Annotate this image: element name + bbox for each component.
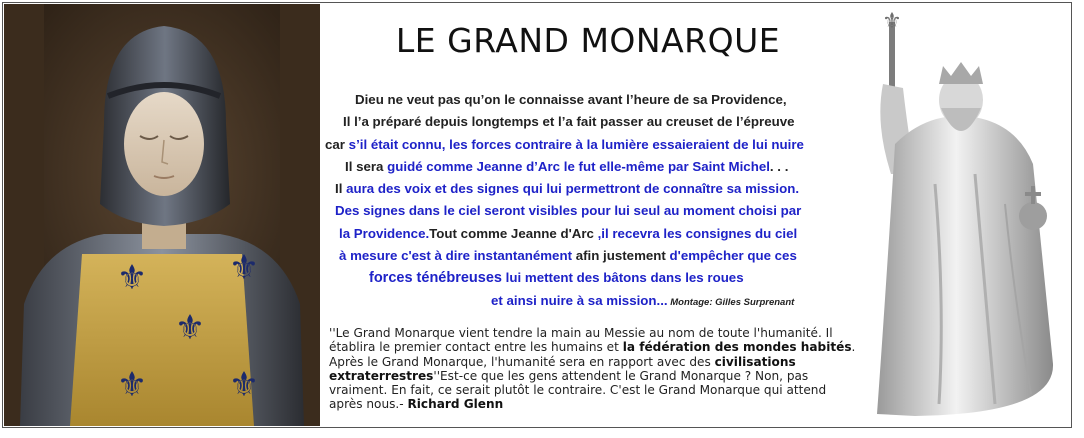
verse-text-highlight: s’il était connu, les forces contraire à la lumière essaieraient de lui nuire [348,136,804,152]
verse-text: Tout comme Jeanne d'Arc [429,225,598,241]
page-title: LE GRAND MONARQUE [395,21,781,60]
verse-line [321,156,855,178]
verse-line [321,200,855,222]
verse-block [321,89,855,314]
svg-text:⚜: ⚜ [174,308,206,348]
svg-text:⚜: ⚜ [116,365,148,405]
quote-text: . Après le Grand Monarque, l'humanité sera en rapport avec des [329,340,856,369]
king-statue-photo [855,4,1069,426]
quote-author: Richard Glenn [407,397,504,412]
verse-text: car [325,136,349,152]
verse-line [321,178,855,200]
verse-text-highlight: ,il recevra les consignes du ciel [597,225,798,241]
verse-text-highlight: Des signes dans le ciel seront visibles pour lui seul au moment choisi par [335,203,802,219]
verse-text-highlight: la Providence. [339,225,430,241]
svg-text:⚜: ⚜ [116,258,148,298]
verse-line [321,134,855,156]
quote-emphasis: civilisations extraterrestres [329,354,796,383]
scepter-icon: ⚜ [882,9,902,34]
verse-line [321,290,855,314]
verse-line [321,245,855,267]
joan-of-arc-photo [4,4,320,426]
verse-line [321,89,855,111]
quote-text: ''Le Grand Monarque vient tendre la main au Messie au nom de toute l'humanité. Il établira le premier contact entre les humains et [329,326,833,355]
quote-block [329,326,859,412]
verse-text: afin justement [572,248,670,264]
verse-text-highlight: lui mettent des bâtons dans les roues [501,270,744,286]
montage-credit: Montage: Gilles Surprenant [667,296,795,308]
verse-text-highlight: forces ténébreuses [369,270,502,287]
svg-text:⚜: ⚜ [228,365,260,405]
quote-emphasis: la fédération des mondes habités [622,340,852,355]
verse-line [321,111,855,133]
verse-text: Il [335,181,347,197]
verse-text-highlight: et ainsi nuire à sa mission... [491,292,668,308]
verse-text: Il sera [345,158,388,174]
banner-frame [2,2,1072,428]
verse-text-highlight: aura des voix et des signes qui lui permettront de connaître sa mission. [346,181,800,197]
verse-text: Dieu ne veut pas qu’on le connaisse avant l’heure de sa Providence, [355,92,787,107]
verse-text-highlight: à mesure c'est à dire instantanément [339,248,572,264]
verse-line [321,223,855,245]
quote-text: ''Est-ce que les gens attendent le Grand Monarque ? Non, pas vraiment. En fait, ce serait plutôt le contraire. C'est le Grand Monarque qui attend après nous.- [329,368,827,412]
verse-line [321,267,855,289]
svg-text:⚜: ⚜ [228,248,260,288]
verse-text-highlight: d'empêcher que ces [669,248,797,264]
verse-text: Il l’a préparé depuis longtemps et l’a fait passer au creuset de l’épreuve [343,114,795,130]
verse-text: . . . [769,158,789,174]
verse-text-highlight: guidé comme Jeanne d’Arc le fut elle-même par Saint Michel [387,158,770,174]
